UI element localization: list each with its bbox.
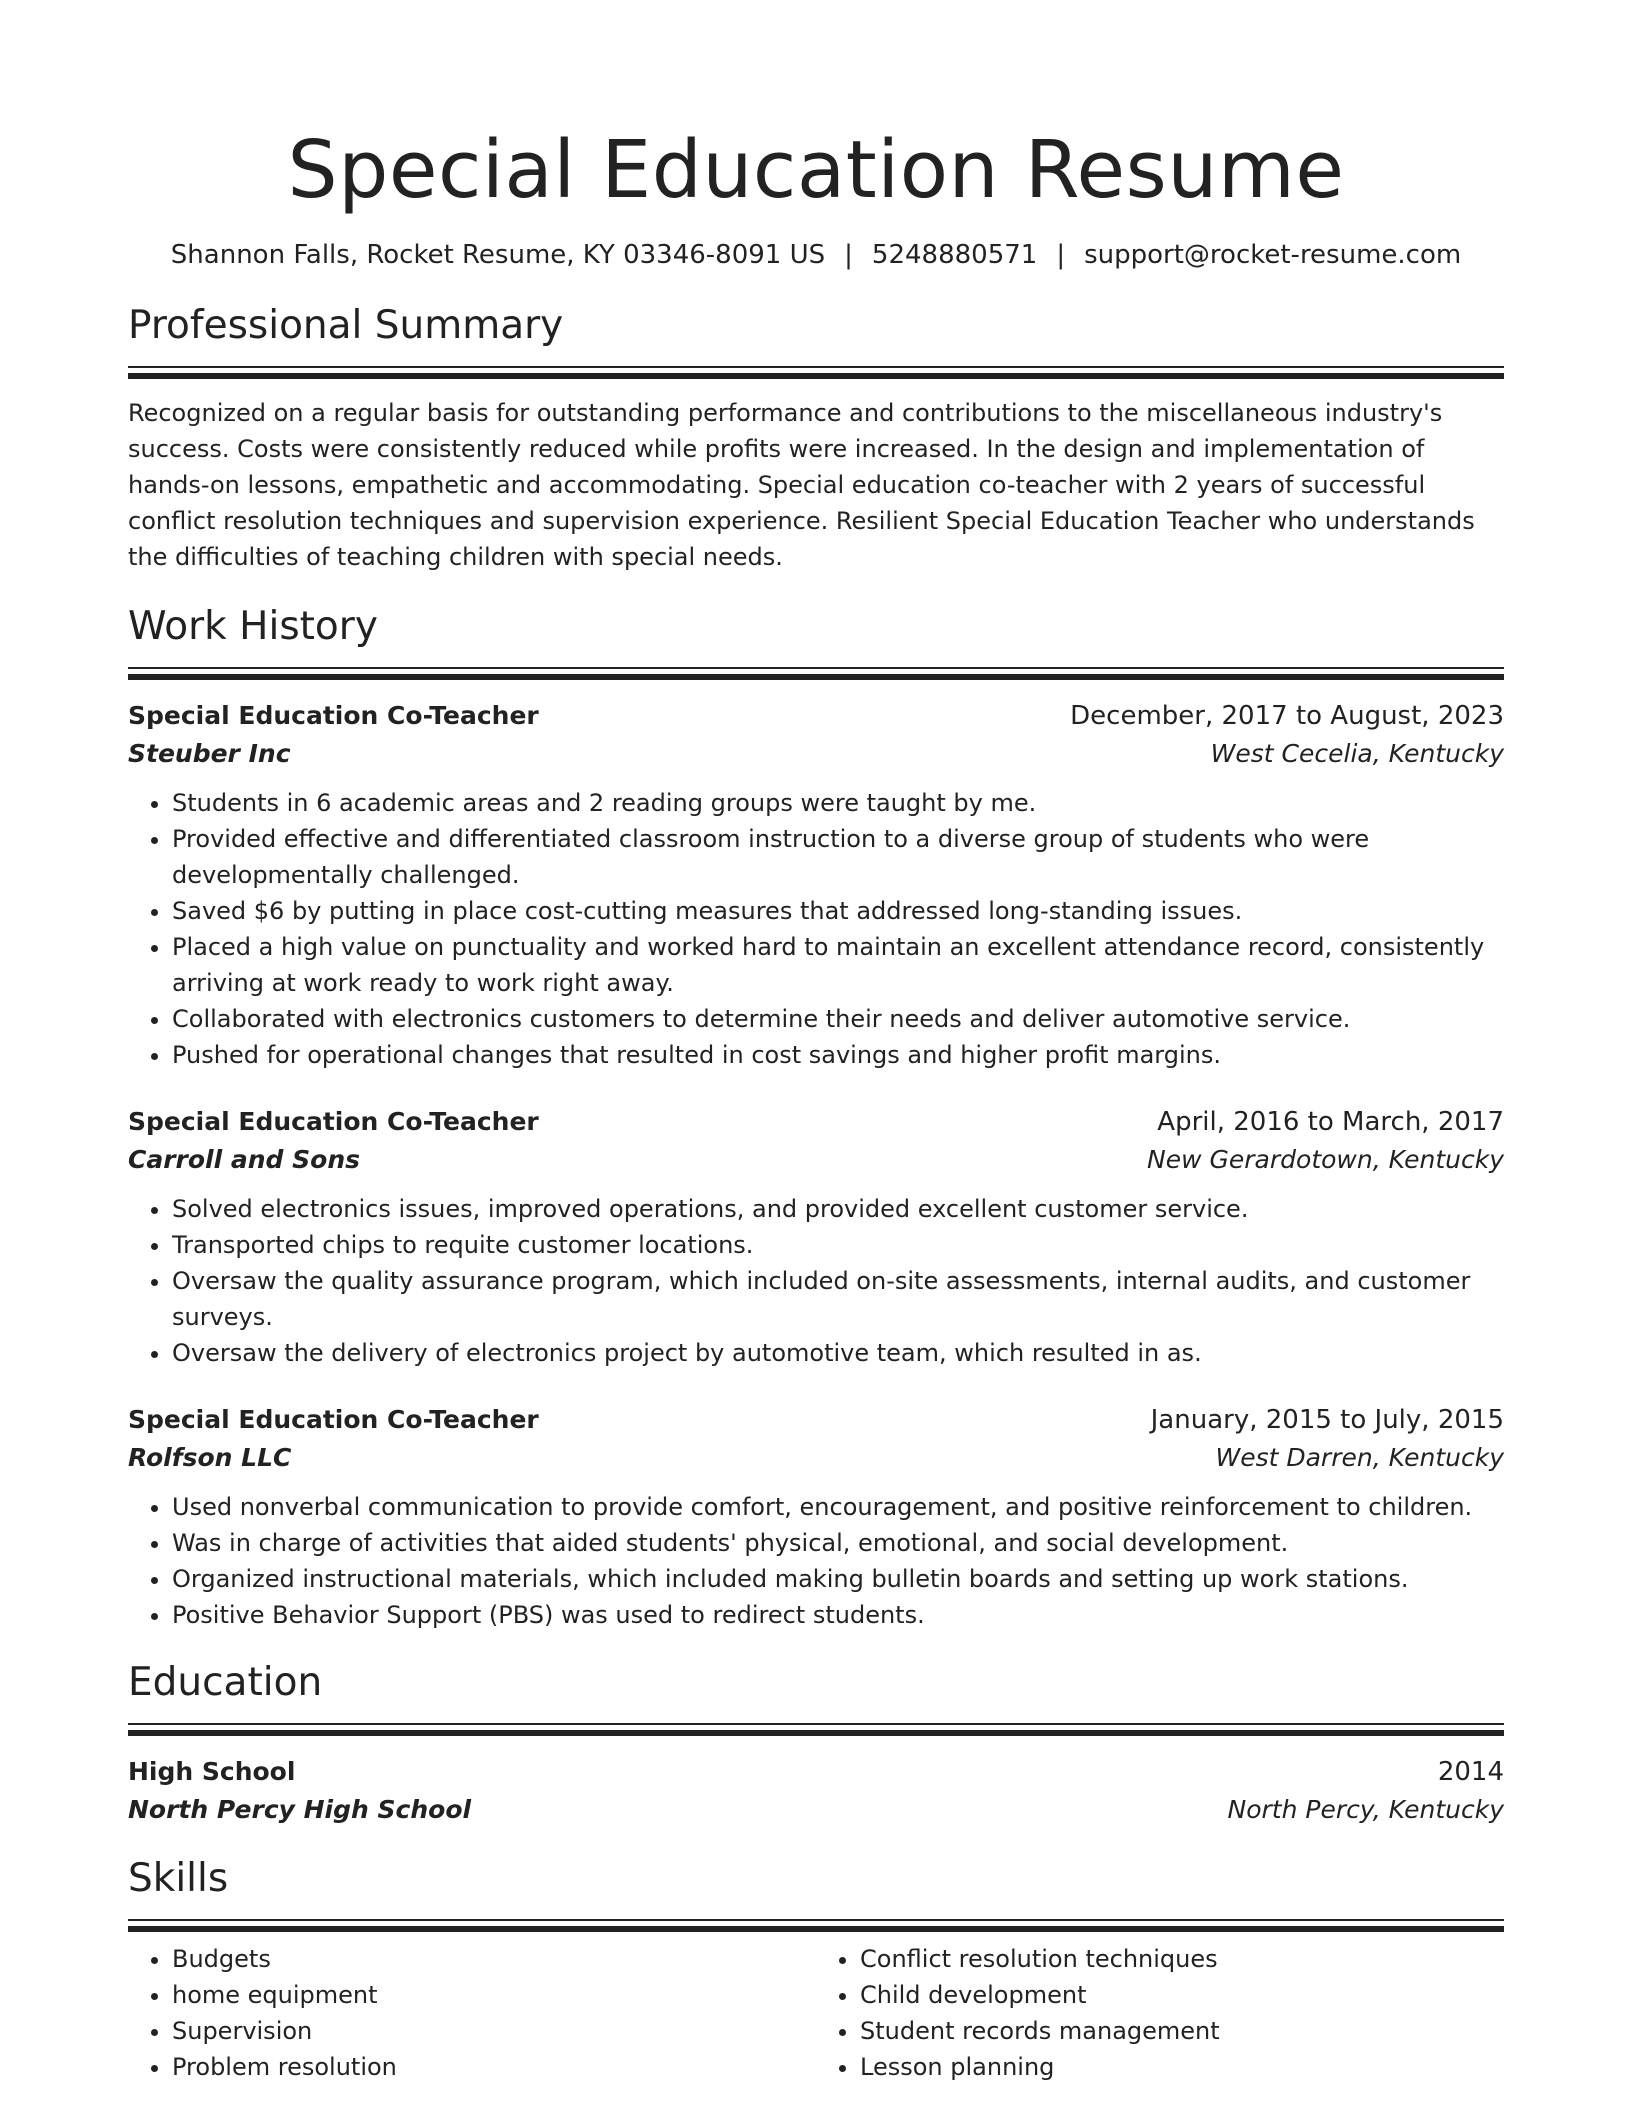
contact-separator: | — [844, 240, 853, 270]
job-location: West Darren, Kentucky — [1215, 1443, 1504, 1472]
job-bullet: • Students in 6 academic areas and 2 reading groups were taught by me. — [172, 785, 1504, 821]
job-bullet: • Transported chips to requite customer locations. — [172, 1227, 1504, 1263]
job-dates: April, 2016 to March, 2017 — [1157, 1107, 1504, 1137]
job-dates: January, 2015 to July, 2015 — [1150, 1405, 1504, 1435]
skills-heading: Skills — [128, 1856, 229, 1901]
skills-columns — [128, 1941, 1504, 2085]
job-location: West Cecelia, Kentucky — [1210, 739, 1504, 768]
resume-title: Special Education Resume — [287, 124, 1345, 216]
skill-item: • Conflict resolution techniques — [860, 1941, 1504, 1977]
job-bullet: • Collaborated with electronics customers to determine their needs and deliver automotive service. — [172, 1001, 1504, 1037]
job-bullet: • Positive Behavior Support (PBS) was used to redirect students. — [172, 1597, 1504, 1633]
summary-heading: Professional Summary — [128, 303, 564, 348]
contact-line — [128, 238, 1504, 272]
contact-address: Shannon Falls, Rocket Resume, KY 03346-8091 US — [170, 240, 826, 270]
skill-item: • Budgets — [172, 1941, 816, 1977]
skills-left-column — [128, 1941, 816, 2085]
section-divider — [128, 366, 1504, 380]
skills-section — [128, 1855, 1504, 2085]
job-bullet: • Oversaw the delivery of electronics project by automotive team, which resulted in as. — [172, 1335, 1504, 1371]
job-bullet: • Saved $6 by putting in place cost-cutting measures that addressed long-standing issues. — [172, 893, 1504, 929]
job-bullets — [128, 785, 1504, 1073]
job-bullet: • Solved electronics issues, improved operations, and provided excellent customer service. — [172, 1191, 1504, 1227]
job-bullet: • Used nonverbal communication to provide comfort, encouragement, and positive reinforcement to children. — [172, 1489, 1504, 1525]
job-entry — [128, 697, 1504, 1073]
education-location: North Percy, Kentucky — [1227, 1795, 1504, 1824]
job-bullet: • Oversaw the quality assurance program, which included on-site assessments, internal audits, and customer surveys. — [172, 1263, 1504, 1335]
job-subheader — [128, 1439, 1504, 1477]
job-company: Rolfson LLC — [128, 1443, 292, 1472]
skill-item: • Lesson planning — [860, 2049, 1504, 2085]
skill-item: • Student records management — [860, 2013, 1504, 2049]
education-subheader — [128, 1791, 1504, 1829]
job-bullet: • Pushed for operational changes that resulted in cost savings and higher profit margins. — [172, 1037, 1504, 1073]
job-bullet: • Organized instructional materials, which included making bulletin boards and setting up work stations. — [172, 1561, 1504, 1597]
job-bullet: • Provided effective and differentiated classroom instruction to a diverse group of students who were developmentally challenged. — [172, 821, 1504, 893]
job-location: New Gerardotown, Kentucky — [1147, 1145, 1504, 1174]
job-bullet: • Placed a high value on punctuality and worked hard to maintain an excellent attendance record, consistently arriving at work ready to work right away. — [172, 929, 1504, 1001]
job-bullets — [128, 1191, 1504, 1371]
section-divider — [128, 667, 1504, 681]
contact-email[interactable]: support@rocket-resume.com — [1084, 240, 1462, 270]
education-section — [128, 1659, 1504, 1829]
section-divider — [128, 1919, 1504, 1933]
section-divider — [128, 1723, 1504, 1737]
job-title: Special Education Co-Teacher — [128, 701, 539, 730]
job-dates: December, 2017 to August, 2023 — [1070, 701, 1504, 731]
education-year: 2014 — [1437, 1757, 1504, 1787]
job-entry — [128, 1103, 1504, 1371]
job-header — [128, 1103, 1504, 1141]
job-entry — [128, 1401, 1504, 1633]
job-title: Special Education Co-Teacher — [128, 1405, 539, 1434]
education-entry — [128, 1753, 1504, 1829]
education-degree: High School — [128, 1757, 296, 1786]
skill-item: • Problem resolution — [172, 2049, 816, 2085]
job-company: Steuber Inc — [128, 739, 291, 768]
skill-item: • Child development — [860, 1977, 1504, 2013]
education-heading: Education — [128, 1660, 323, 1705]
skill-item: • Supervision — [172, 2013, 816, 2049]
skills-right-column — [816, 1941, 1504, 2085]
job-bullet: • Was in charge of activities that aided students' physical, emotional, and social development. — [172, 1525, 1504, 1561]
summary-section — [128, 302, 1504, 575]
contact-phone: 5248880571 — [871, 240, 1038, 270]
work-history-heading: Work History — [128, 604, 378, 649]
contact-separator: | — [1056, 240, 1066, 270]
job-subheader — [128, 735, 1504, 773]
skill-item: • home equipment — [172, 1977, 816, 2013]
job-title: Special Education Co-Teacher — [128, 1107, 539, 1136]
summary-text: Recognized on a regular basis for outstanding performance and contributions to the miscellaneous industry's success. Costs were consistently reduced while profits were increased. In the design and implementation of hands-on lessons, empathetic and accommodating. Special education co-teacher with 2 years of successful conflict resolution techniques and supervision experience. Resilient Special Education Teacher who understands the difficulties of teaching children with special needs. — [128, 399, 1475, 571]
job-subheader — [128, 1141, 1504, 1179]
job-bullets — [128, 1489, 1504, 1633]
job-header — [128, 697, 1504, 735]
education-school: North Percy High School — [128, 1795, 472, 1824]
work-history-section — [128, 603, 1504, 1633]
job-header — [128, 1401, 1504, 1439]
job-company: Carroll and Sons — [128, 1145, 361, 1174]
education-header — [128, 1753, 1504, 1791]
